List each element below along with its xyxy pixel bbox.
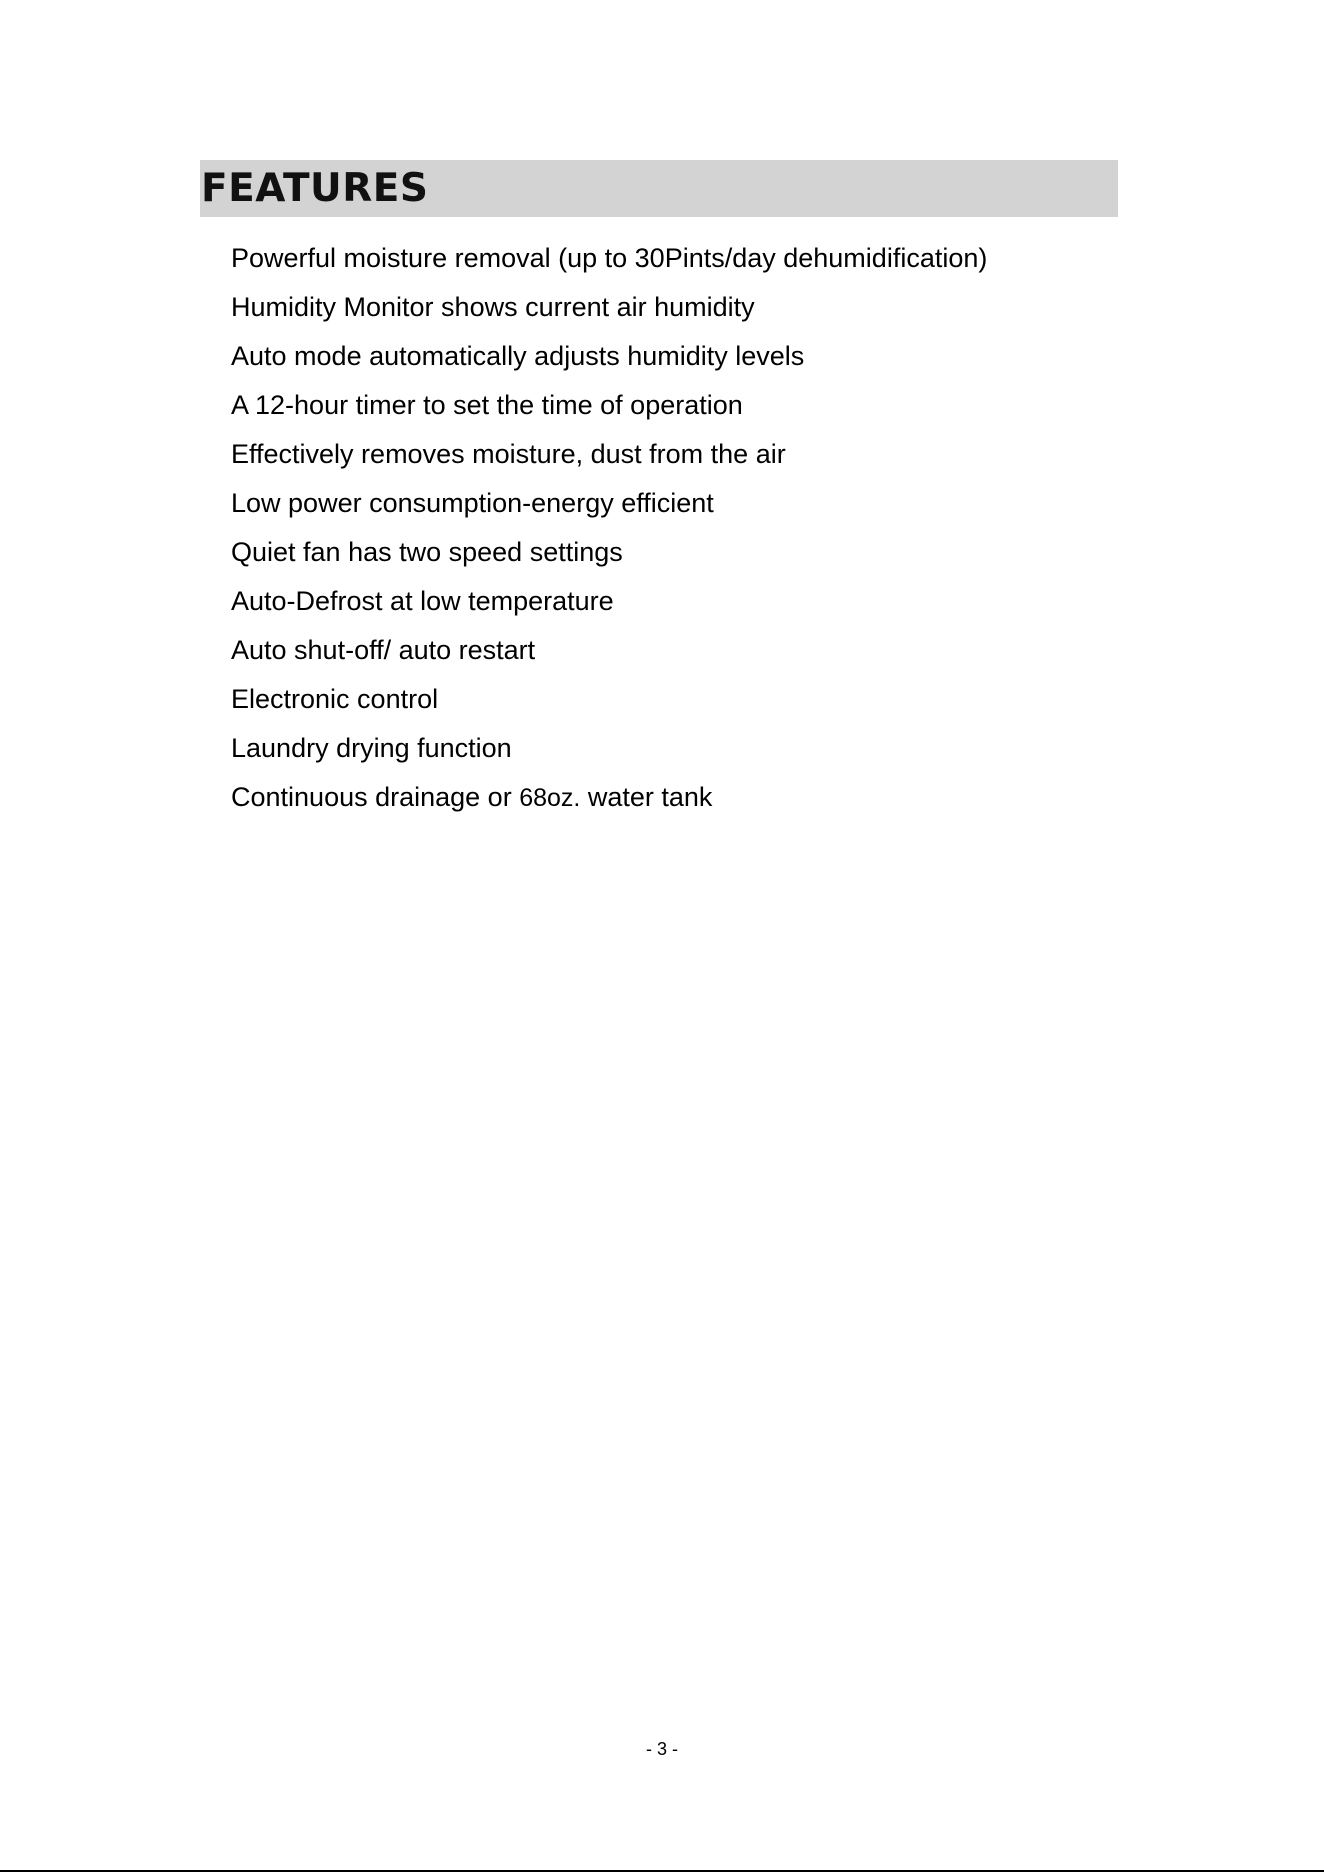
tank-capacity: 68oz. xyxy=(519,784,581,812)
feature-item: Humidity Monitor shows current air humidity xyxy=(231,292,755,322)
feature-item: Low power consumption-energy efficient xyxy=(231,488,714,518)
feature-text-end: water tank xyxy=(580,782,713,812)
section-heading-bar xyxy=(200,160,1118,217)
feature-item: Auto shut-off/ auto restart xyxy=(231,635,536,665)
feature-item: Quiet fan has two speed settings xyxy=(231,537,623,567)
feature-item: Powerful moisture removal (up to 30Pints/day dehumidification) xyxy=(231,243,988,273)
feature-item: Auto mode automatically adjusts humidity levels xyxy=(231,341,805,371)
feature-item: A 12-hour timer to set the time of operation xyxy=(231,390,743,420)
feature-item: Effectively removes moisture, dust from the air xyxy=(231,439,786,469)
page-number: - 3 - xyxy=(645,1739,678,1759)
section-heading: FEATURES xyxy=(201,166,429,211)
feature-text-start: Continuous drainage or xyxy=(231,782,520,812)
feature-list xyxy=(231,234,987,822)
feature-item: Auto-Defrost at low temperature xyxy=(231,586,614,616)
feature-item: Laundry drying function xyxy=(231,733,512,763)
feature-item-water-tank xyxy=(231,773,987,822)
feature-item: Electronic control xyxy=(231,684,439,714)
